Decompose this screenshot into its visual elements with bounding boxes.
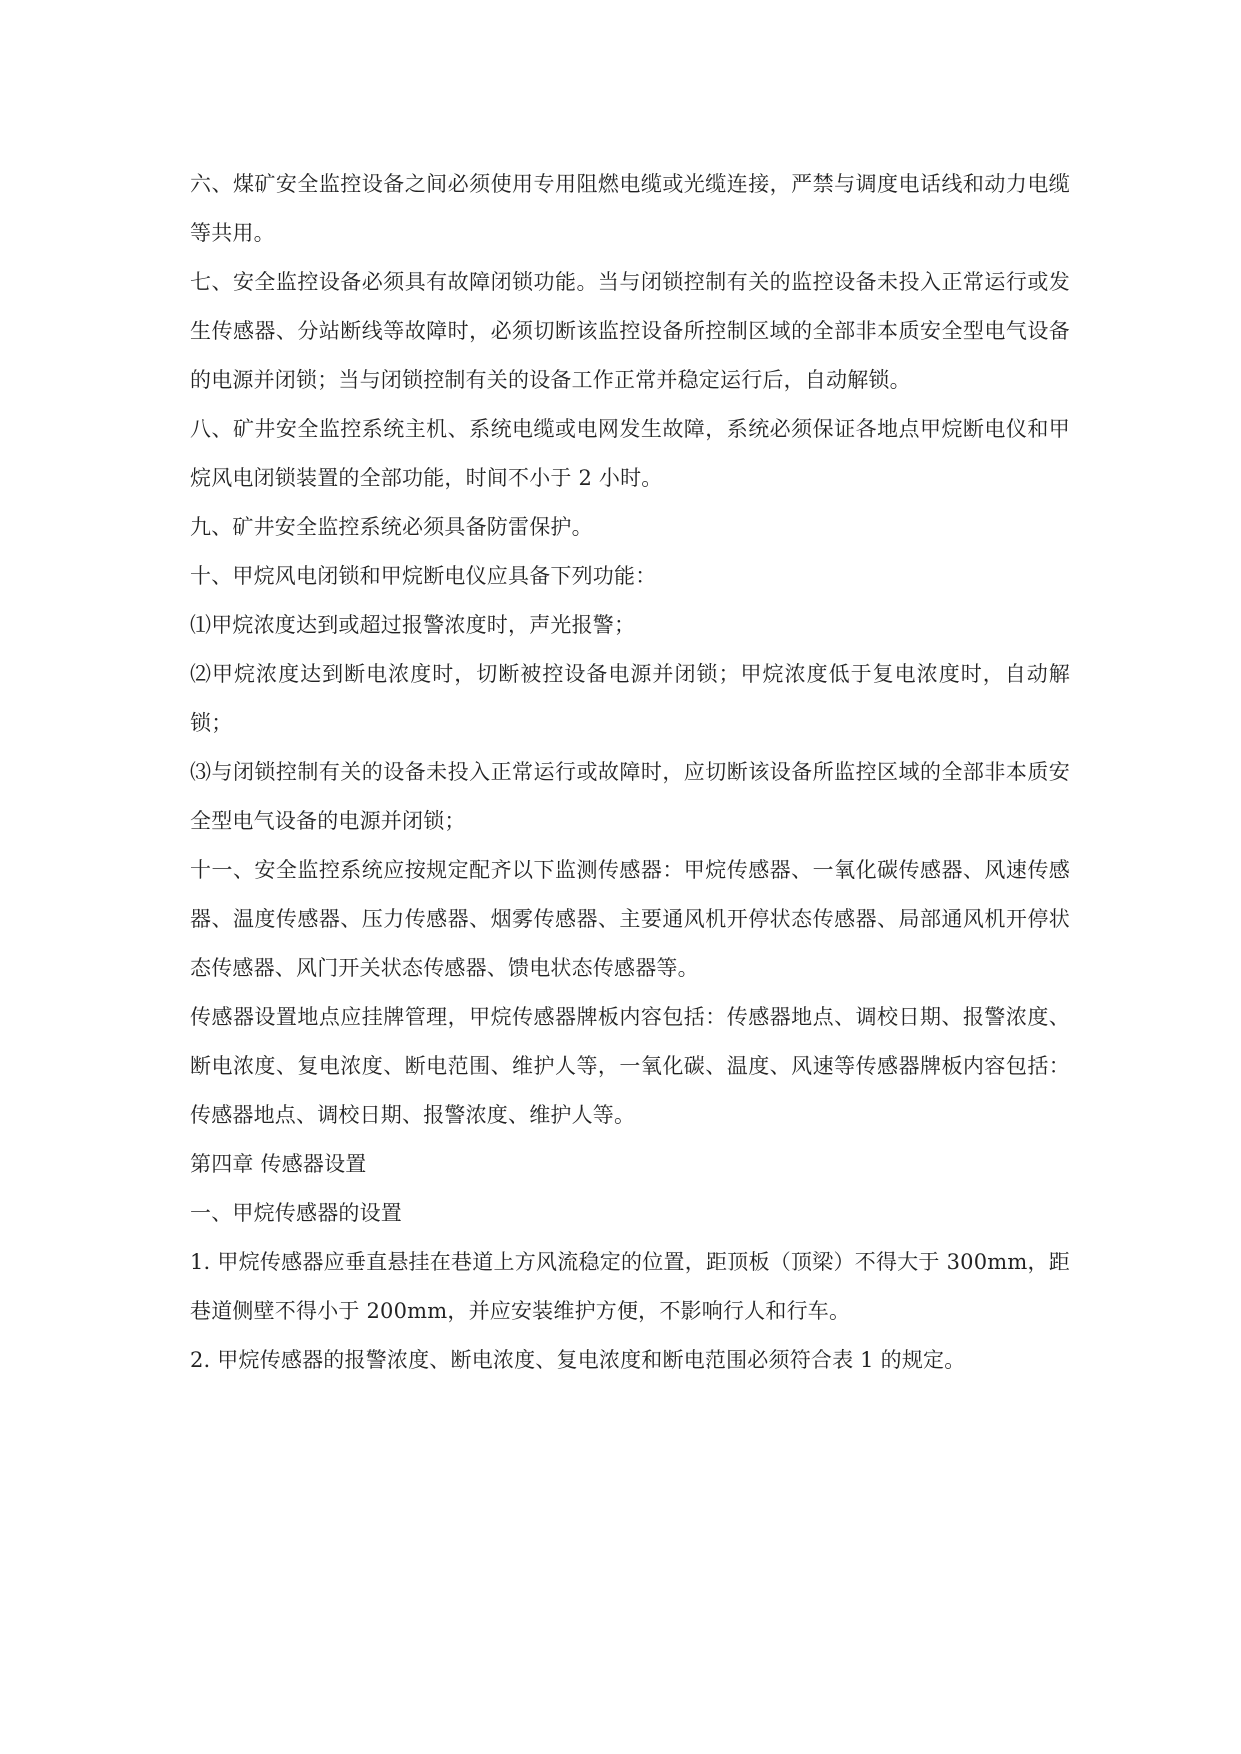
chapter-heading: 第四章 传感器设置 — [190, 1152, 367, 1176]
paragraph-item-2: ⑵甲烷浓度达到断电浓度时，切断被控设备电源并闭锁；甲烷浓度低于复电浓度时，自动解锁； — [190, 662, 1070, 735]
paragraph-clause-1: 1. 甲烷传感器应垂直悬挂在巷道上方风流稳定的位置，距顶板（顶梁）不得大于 300mm，距巷道侧壁不得小于 200mm，并应安装维护方便，不影响行人和行车。 — [190, 1250, 1070, 1323]
paragraph-sensor-signage: 传感器设置地点应挂牌管理，甲烷传感器牌板内容包括：传感器地点、调校日期、报警浓度、断电浓度、复电浓度、断电范围、维护人等，一氧化碳、温度、风速等传感器牌板内容包括：传感器地点、调校日期、报警浓度、维护人等。 — [190, 1005, 1070, 1127]
paragraph-section-9: 九、矿井安全监控系统必须具备防雷保护。 — [190, 515, 593, 539]
paragraph-clause-2: 2. 甲烷传感器的报警浓度、断电浓度、复电浓度和断电范围必须符合表 1 的规定。 — [190, 1348, 966, 1372]
paragraph-section-6: 六、煤矿安全监控设备之间必须使用专用阻燃电缆或光缆连接，严禁与调度电话线和动力电缆等共用。 — [190, 172, 1070, 245]
paragraph-section-7: 七、安全监控设备必须具有故障闭锁功能。当与闭锁控制有关的监控设备未投入正常运行或发生传感器、分站断线等故障时，必须切断该监控设备所控制区域的全部非本质安全型电气设备的电源并闭锁；当与闭锁控制有关的设备工作正常并稳定运行后，自动解锁。 — [190, 270, 1070, 392]
paragraph-item-3: ⑶与闭锁控制有关的设备未投入正常运行或故障时，应切断该设备所监控区域的全部非本质安全型电气设备的电源并闭锁； — [190, 760, 1070, 833]
paragraph-section-11: 十一、安全监控系统应按规定配齐以下监测传感器：甲烷传感器、一氧化碳传感器、风速传感器、温度传感器、压力传感器、烟雾传感器、主要通风机开停状态传感器、局部通风机开停状态传感器、风门开关状态传感器、馈电状态传感器等。 — [190, 858, 1070, 980]
section-heading: 一、甲烷传感器的设置 — [190, 1201, 402, 1225]
paragraph-section-10: 十、甲烷风电闭锁和甲烷断电仪应具备下列功能： — [190, 564, 657, 588]
paragraph-item-1: ⑴甲烷浓度达到或超过报警浓度时，声光报警； — [190, 613, 636, 637]
paragraph-section-8: 八、矿井安全监控系统主机、系统电缆或电网发生故障，系统必须保证各地点甲烷断电仪和甲烷风电闭锁装置的全部功能，时间不小于 2 小时。 — [190, 417, 1070, 490]
document-body — [190, 160, 1070, 1385]
